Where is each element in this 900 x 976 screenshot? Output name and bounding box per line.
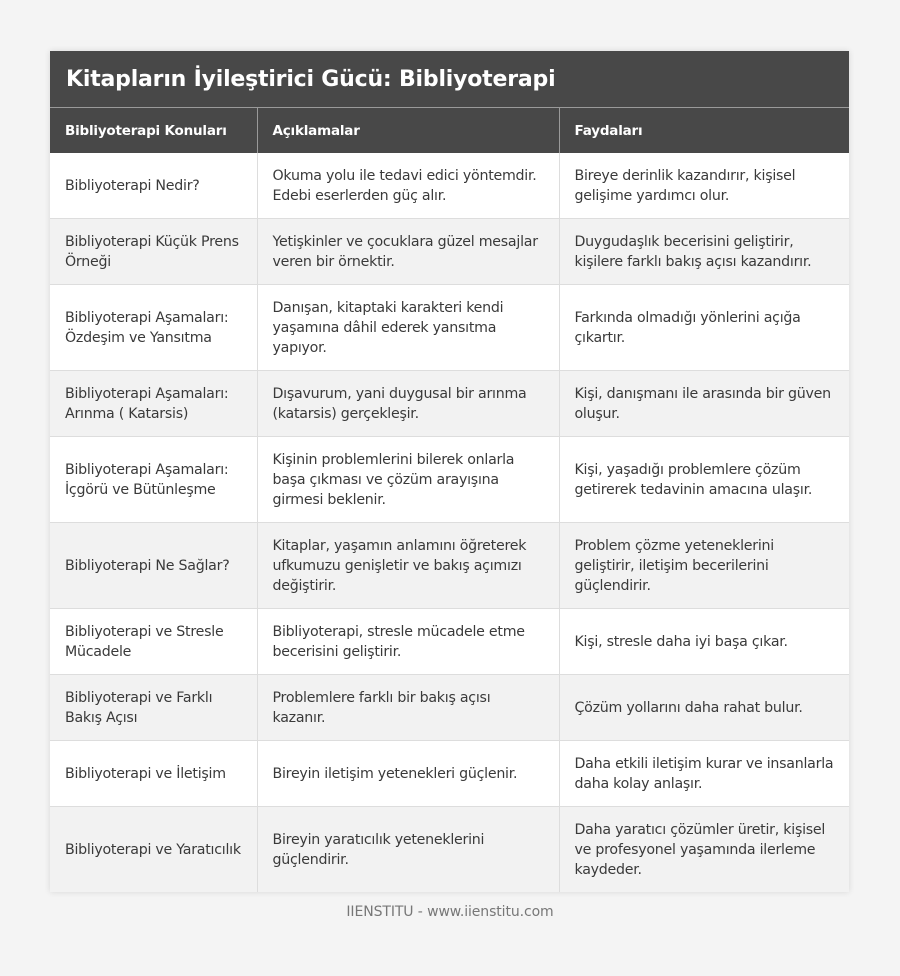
- table-row: [50, 153, 849, 219]
- cell-benefit: Problem çözme yeteneklerini geliştirir, iletişim becerilerini güçlendirir.: [559, 523, 849, 609]
- cell-description: Bireyin yaratıcılık yeteneklerini güçlendirir.: [257, 807, 559, 893]
- cell-description: Bibliyoterapi, stresle mücadele etme becerisini geliştirir.: [257, 609, 559, 675]
- table-row: [50, 371, 849, 437]
- cell-topic: Bibliyoterapi Ne Sağlar?: [50, 523, 257, 609]
- cell-topic: Bibliyoterapi ve Yaratıcılık: [50, 807, 257, 893]
- cell-description: Bireyin iletişim yetenekleri güçlenir.: [257, 741, 559, 807]
- cell-description: Problemlere farklı bir bakış açısı kazanır.: [257, 675, 559, 741]
- table-row: [50, 285, 849, 371]
- table-header-row: [50, 108, 849, 153]
- cell-topic: Bibliyoterapi ve Stresle Mücadele: [50, 609, 257, 675]
- table-row: [50, 609, 849, 675]
- cell-benefit: Kişi, stresle daha iyi başa çıkar.: [559, 609, 849, 675]
- cell-benefit: Daha yaratıcı çözümler üretir, kişisel ve profesyonel yaşamında ilerleme kaydeder.: [559, 807, 849, 893]
- page-title: Kitapların İyileştirici Gücü: Bibliyoterapi: [66, 66, 556, 92]
- cell-benefit: Kişi, danışmanı ile arasında bir güven oluşur.: [559, 371, 849, 437]
- cell-description: Kişinin problemlerini bilerek onlarla başa çıkması ve çözüm arayışına girmesi beklenir.: [257, 437, 559, 523]
- cell-topic: Bibliyoterapi ve Farklı Bakış Açısı: [50, 675, 257, 741]
- table-row: [50, 523, 849, 609]
- cell-topic: Bibliyoterapi Aşamaları: İçgörü ve Bütünleşme: [50, 437, 257, 523]
- bibliotherapy-table: [50, 108, 849, 892]
- cell-topic: Bibliyoterapi Aşamaları: Arınma ( Katarsis): [50, 371, 257, 437]
- cell-description: Okuma yolu ile tedavi edici yöntemdir. Edebi eserlerden güç alır.: [257, 153, 559, 219]
- table-row: [50, 219, 849, 285]
- cell-benefit: Bireye derinlik kazandırır, kişisel gelişime yardımcı olur.: [559, 153, 849, 219]
- cell-description: Yetişkinler ve çocuklara güzel mesajlar veren bir örnektir.: [257, 219, 559, 285]
- table-row: [50, 675, 849, 741]
- table-card: [50, 51, 849, 892]
- cell-description: Dışavurum, yani duygusal bir arınma (katarsis) gerçekleşir.: [257, 371, 559, 437]
- cell-description: Kitaplar, yaşamın anlamını öğreterek ufkumuzu genişletir ve bakış açımızı değiştirir.: [257, 523, 559, 609]
- title-bar: [50, 51, 849, 108]
- footer-credit: IIENSTITU - www.iienstitu.com: [346, 904, 554, 920]
- column-header-topics: Bibliyoterapi Konuları: [50, 108, 257, 153]
- column-header-descriptions: Açıklamalar: [257, 108, 559, 153]
- cell-benefit: Duygudaşlık becerisini geliştirir, kişilere farklı bakış açısı kazandırır.: [559, 219, 849, 285]
- cell-benefit: Daha etkili iletişim kurar ve insanlarla daha kolay anlaşır.: [559, 741, 849, 807]
- cell-topic: Bibliyoterapi Küçük Prens Örneği: [50, 219, 257, 285]
- cell-topic: Bibliyoterapi Aşamaları: Özdeşim ve Yansıtma: [50, 285, 257, 371]
- table-row: [50, 741, 849, 807]
- cell-benefit: Çözüm yollarını daha rahat bulur.: [559, 675, 849, 741]
- table-row: [50, 437, 849, 523]
- cell-description: Danışan, kitaptaki karakteri kendi yaşamına dâhil ederek yansıtma yapıyor.: [257, 285, 559, 371]
- cell-topic: Bibliyoterapi ve İletişim: [50, 741, 257, 807]
- table-row: [50, 807, 849, 893]
- cell-topic: Bibliyoterapi Nedir?: [65, 177, 200, 194]
- column-header-benefits: Faydaları: [559, 108, 849, 153]
- cell-benefit: Farkında olmadığı yönlerini açığa çıkartır.: [559, 285, 849, 371]
- cell-benefit: Kişi, yaşadığı problemlere çözüm getirerek tedavinin amacına ulaşır.: [559, 437, 849, 523]
